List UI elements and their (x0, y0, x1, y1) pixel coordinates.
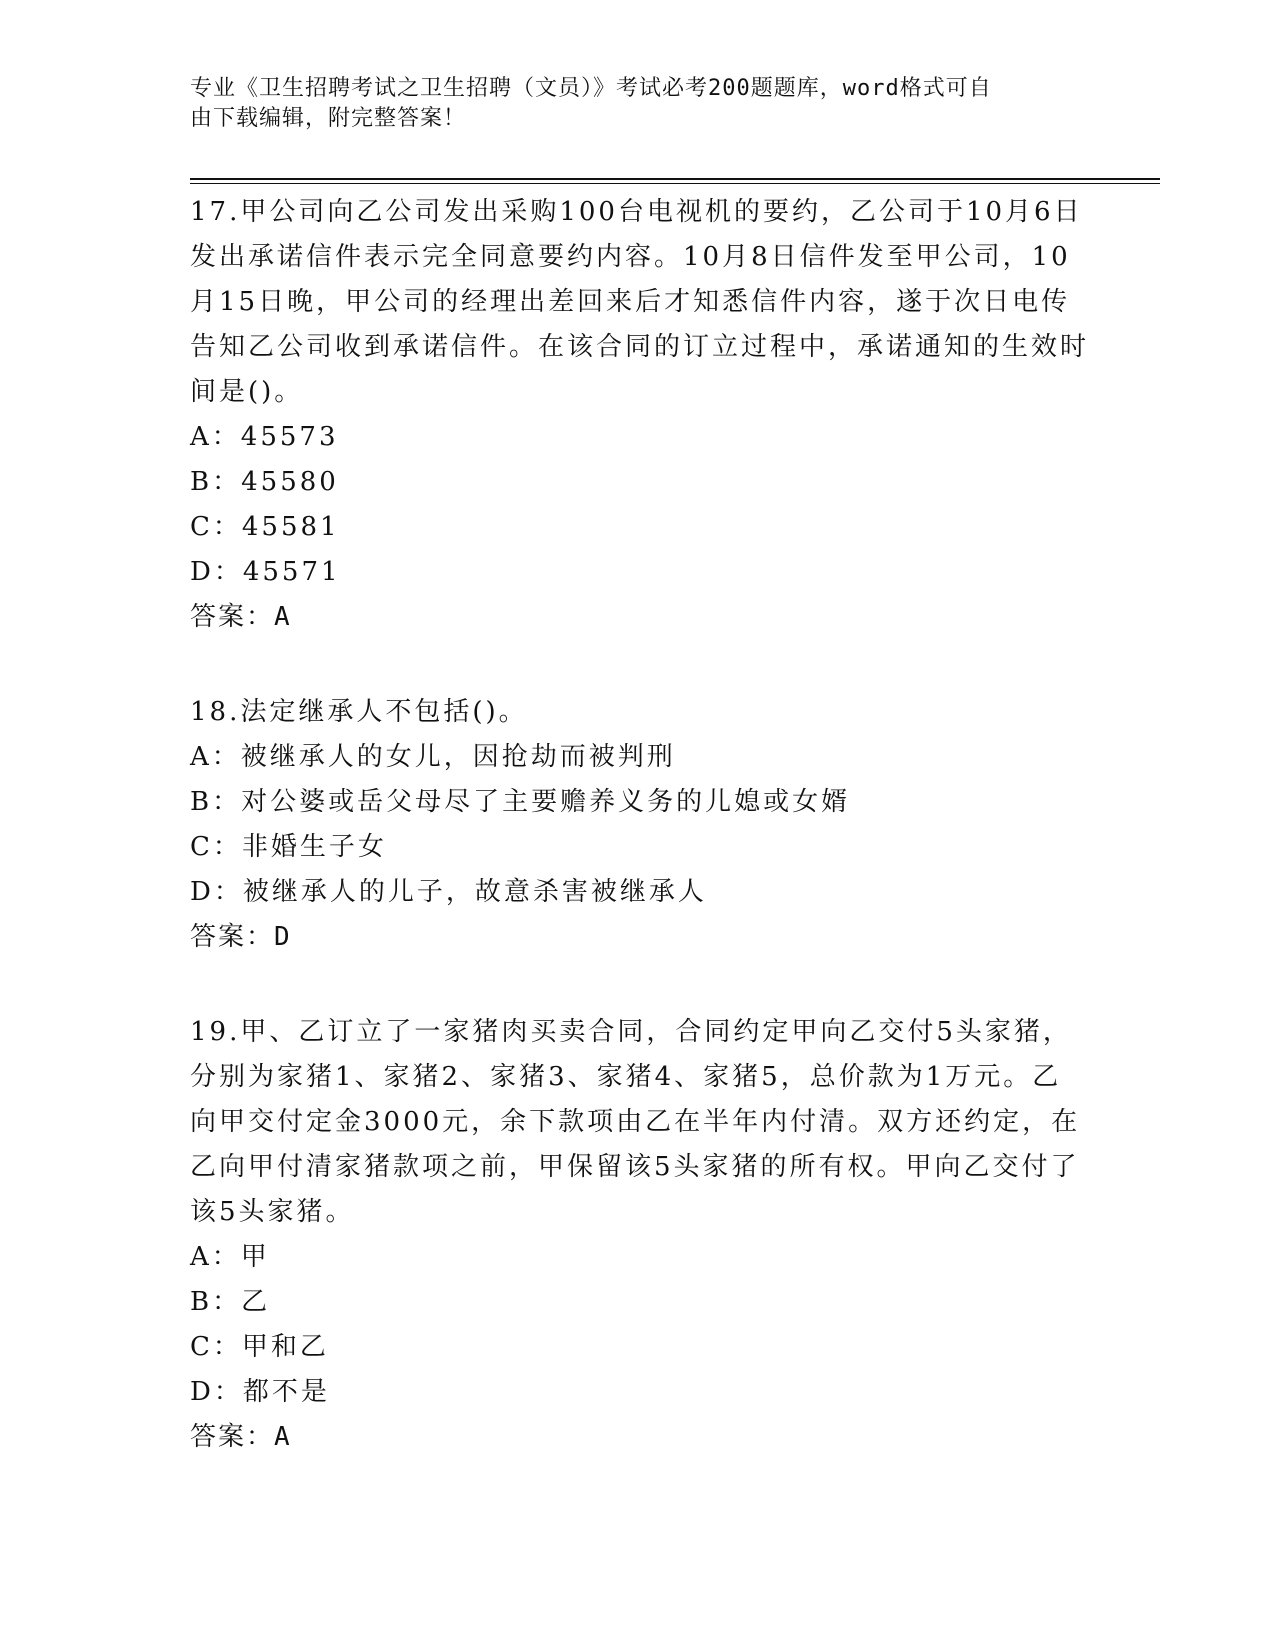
option-c: C：甲和乙 (190, 1332, 329, 1362)
option-b: B：45580 (190, 467, 339, 497)
header-line-1: 专业《卫生招聘考试之卫生招聘（文员）》考试必考200题题库，word格式可自 (190, 76, 992, 101)
option-d: D：都不是 (190, 1377, 330, 1407)
option-a: A：甲 (190, 1242, 270, 1272)
option-a: A：45573 (190, 422, 339, 452)
question-text: 19.甲、乙订立了一家猪肉买卖合同，合同约定甲向乙交付5头家猪，分别为家猪1、家猪2、家猪3、家猪4、家猪5，总价款为1万元。乙向甲交付定金3000元，余下款项由乙在半年内付清。双方还约定，在乙向甲付清家猪款项之前，甲保留该5头家猪的所有权。甲向乙交付了该5头家猪。 (190, 1017, 1081, 1227)
option-b: B：对公婆或岳父母尽了主要赡养义务的儿媳或女婿 (190, 787, 851, 817)
question-18 (190, 690, 1090, 960)
header-divider (190, 178, 1160, 180)
question-text: 17.甲公司向乙公司发出采购100台电视机的要约，乙公司于10月6日发出承诺信件表示完全同意要约内容。10月8日信件发至甲公司，10月15日晚，甲公司的经理出差回来后才知悉信件内容，遂于次日电传告知乙公司收到承诺信件。在该合同的订立过程中，承诺通知的生效时间是()。 (190, 197, 1090, 407)
option-d: D：45571 (190, 557, 341, 587)
document-header (190, 74, 1090, 134)
option-d: D：被继承人的儿子，故意杀害被继承人 (190, 877, 707, 907)
question-text: 18.法定继承人不包括()。 (190, 697, 528, 727)
option-c: C：非婚生子女 (190, 832, 387, 862)
option-c: C：45581 (190, 512, 340, 542)
answer: 答案：A (190, 602, 292, 632)
answer: 答案：D (190, 922, 292, 952)
question-19 (190, 1010, 1090, 1460)
option-a: A：被继承人的女儿，因抢劫而被判刑 (190, 742, 676, 772)
answer: 答案：A (190, 1422, 292, 1452)
option-b: B：乙 (190, 1287, 271, 1317)
question-17 (190, 190, 1090, 640)
header-divider-thin (190, 183, 1160, 184)
header-line-2: 由下载编辑，附完整答案！ (190, 106, 467, 131)
